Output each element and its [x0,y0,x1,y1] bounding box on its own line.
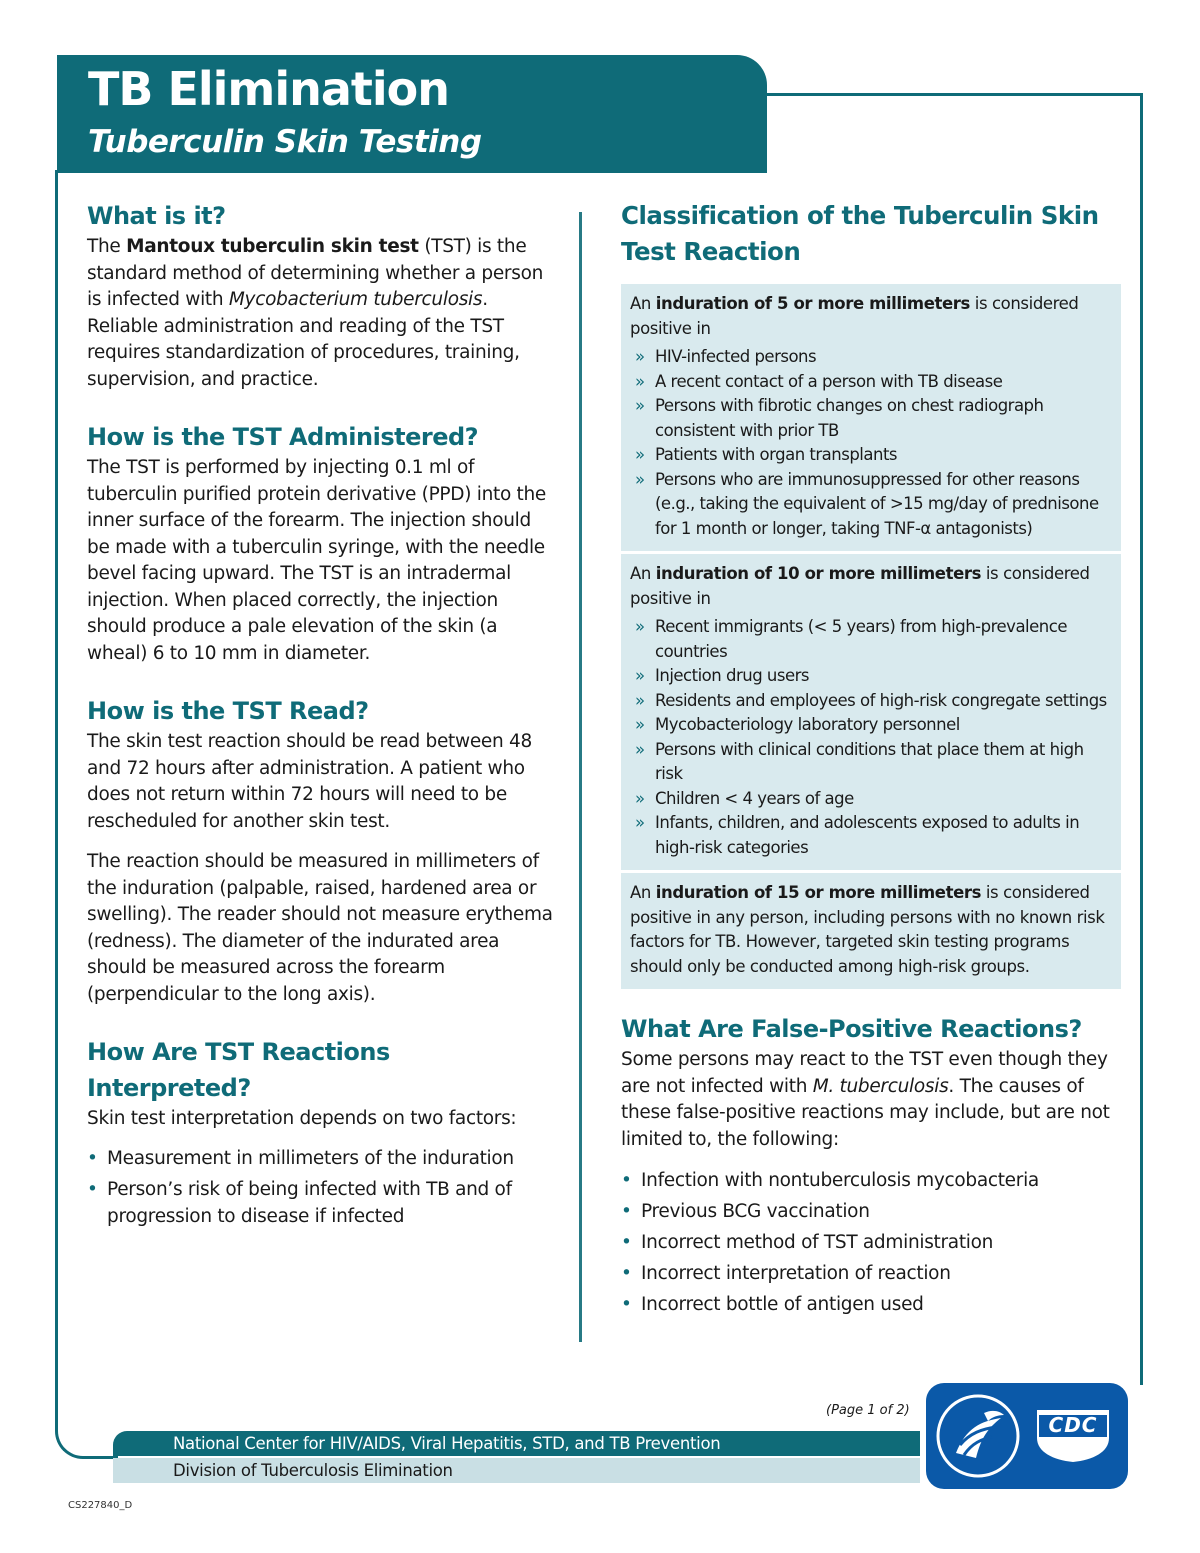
what-is-it-paragraph [87,234,557,393]
classification-5mm-intro [630,292,1111,341]
text-bold: induration of 5 or more millimeters [655,294,970,313]
list-item-text: Mycobacteriology laboratory personnel [655,715,960,734]
column-divider [579,212,582,1342]
list-item [621,1291,1121,1318]
bullet-icon: • [87,1147,98,1169]
read-paragraph-2: The reaction should be measured in millimeters of the induration (palpable, raised, hardened area or swelling). The reader should not measure erythema (redness). The diameter of the indurated area should be measured across the forearm (perpendicular to the long axis). [87,851,553,1005]
list-item-text: Incorrect bottle of antigen used [641,1294,924,1315]
section-false-positive [621,1011,1121,1318]
text-bold: induration of 15 or more millimeters [655,883,982,902]
text-run: The [87,236,127,257]
chevron-icon: » [635,715,645,734]
text-run: is considered positive in [630,564,1090,608]
text-run: An [630,883,656,902]
chevron-icon: » [635,371,645,391]
list-item [621,1229,1121,1256]
list-item-text: Incorrect interpretation of reaction [641,1263,951,1284]
list-item [630,738,1111,787]
footer-center-name: National Center for HIV/AIDS, Viral Hepatitis, STD, and TB Prevention [173,1434,721,1453]
heading-false-positive: What Are False-Positive Reactions? [621,1015,1082,1043]
frame-left-line [55,170,58,1430]
classification-5mm [621,284,1121,551]
list-item [630,370,1111,395]
section-interpreted [87,1034,557,1230]
frame-right-line [1140,93,1143,1385]
list-item-text: Injection drug users [655,666,810,685]
text-bold: Mantoux tuberculin skin test [126,236,419,257]
text-run: . The causes of these false-positive reactions may include, but are not limited to, the following: [621,1075,1110,1150]
cdc-logo-text: CDC [1048,1413,1098,1437]
chevron-icon: » [635,347,645,366]
list-item-text: Previous BCG vaccination [641,1201,870,1222]
list-item-text: Residents and employees of high-risk congregate settings [655,690,1107,710]
read-paragraph-1: The skin test reaction should be read between 48 and 72 hours after administration. A patient who does not return within 72 hours will need to be rescheduled for another skin test. [87,731,532,832]
list-item [630,615,1111,664]
list-item-text: A recent contact of a person with TB disease [655,371,1003,391]
text-run: (TST) is the standard method of determining whether a person is infected with [87,236,544,310]
list-item [630,689,1111,714]
false-positive-paragraph [621,1047,1121,1153]
classification-10mm-list [630,615,1111,860]
list-item [621,1198,1121,1225]
bullet-icon: • [87,1178,98,1200]
list-item-text: Patients with organ transplants [655,445,898,464]
list-item-text: Incorrect method of TST administration [641,1232,994,1253]
list-item-text: Infants, children, and adolescents exposed to adults in high-risk categories [655,813,1080,857]
section-administered [87,419,557,667]
list-item [630,811,1111,860]
list-item [630,345,1111,370]
chevron-icon: » [635,445,645,464]
frame-bottom-curve [55,1420,118,1459]
list-item-text: Persons with clinical conditions that place them at high risk [655,739,1084,783]
page-subtitle: Tuberculin Skin Testing [88,124,482,160]
chevron-icon: » [635,666,645,685]
interpreted-paragraph: Skin test interpretation depends on two factors: [87,1108,517,1129]
chevron-icon: » [635,813,645,832]
classification-10mm-intro [630,562,1111,611]
classification-5mm-list [630,345,1111,541]
page-number: (Page 1 of 2) [826,1403,910,1418]
right-column [621,198,1121,1322]
list-item [87,1176,557,1230]
bullet-icon: • [621,1201,632,1222]
heading-interpreted: How Are TST Reactions Interpreted? [87,1038,390,1102]
classification-10mm [621,551,1121,870]
chevron-icon: » [635,788,645,808]
text-run: An [630,564,656,583]
list-item-text: Infection with nontuberculosis mycobacteria [641,1170,1039,1191]
section-what-is-it [87,198,557,393]
list-item [621,1260,1121,1287]
document-code: CS227840_D [68,1500,133,1511]
list-item-text: Person’s risk of being infected with TB and of progression to disease if infected [107,1178,512,1227]
chevron-icon: » [635,690,645,710]
bullet-icon: • [621,1170,632,1191]
list-item [630,394,1111,443]
bullet-icon: • [621,1232,632,1253]
text-run: is considered positive in [630,294,1079,338]
heading-what-is-it: What is it? [87,202,226,230]
list-item-text: Persons with fibrotic changes on chest radiograph consistent with prior TB [655,396,1044,440]
section-classification [621,198,1121,989]
interpretation-factors-list [87,1145,557,1230]
text-run: An [630,294,656,313]
list-item [630,664,1111,689]
list-item [87,1145,557,1172]
list-item [630,787,1111,812]
classification-15mm-text [630,881,1111,979]
frame-top-right-line [760,93,1143,96]
text-italic: M. tuberculosis [812,1075,949,1097]
heading-read: How is the TST Read? [87,697,369,725]
text-run: . Reliable administration and reading of the TST requires standardization of procedures, training, supervision, and practice. [87,289,520,390]
list-item [630,443,1111,468]
chevron-icon: » [635,739,645,759]
section-read [87,693,557,1008]
list-item-text: Children < 4 years of age [655,788,854,808]
logo-box [926,1383,1128,1489]
list-item [621,1167,1121,1194]
list-item-text: Recent immigrants (< 5 years) from high-prevalence countries [655,617,1067,661]
text-italic: Mycobacterium tuberculosis [228,289,483,310]
classification-box [621,284,1121,989]
text-bold: induration of 10 or more millimeters [655,564,982,583]
classification-15mm [621,870,1121,989]
administered-paragraph: The TST is performed by injecting 0.1 ml of tuberculin purified protein derivative (PPD) into the inner surface of the forearm. The injection should be made with a tuberculin syringe, with the needle bevel facing upward. The TST is an intradermal injection. When placed correctly, the injection should produce a pale elevation of the skin (a wheal) 6 to 10 mm in diameter. [87,457,547,664]
page-title: TB Elimination [88,62,450,116]
left-column [87,198,557,1256]
false-positive-causes-list [621,1167,1121,1318]
chevron-icon: » [635,396,645,415]
list-item-text: HIV-infected persons [655,347,817,366]
chevron-icon: » [635,469,645,489]
chevron-icon: » [635,617,645,636]
footer-division-name: Division of Tuberculosis Elimination [173,1461,453,1480]
heading-classification: Classification of the Tuberculin Skin Test Reaction [621,201,1099,266]
bullet-icon: • [621,1294,632,1315]
list-item [630,468,1111,542]
bullet-icon: • [621,1263,632,1284]
heading-administered: How is the TST Administered? [87,423,479,451]
list-item-text: Persons who are immunosuppressed for other reasons (e.g., taking the equivalent of >15 mg/day of prednisone for 1 month or longer, taking TNF-α antagonists) [655,469,1099,538]
text-run: Some persons may react to the TST even though they are not infected with [621,1049,1108,1097]
list-item [630,713,1111,738]
text-run: is considered positive in any person, including persons with no known risk factors for TB. However, targeted skin testing programs should only be conducted among high-risk groups. [630,883,1105,976]
list-item-text: Measurement in millimeters of the induration [107,1147,514,1169]
